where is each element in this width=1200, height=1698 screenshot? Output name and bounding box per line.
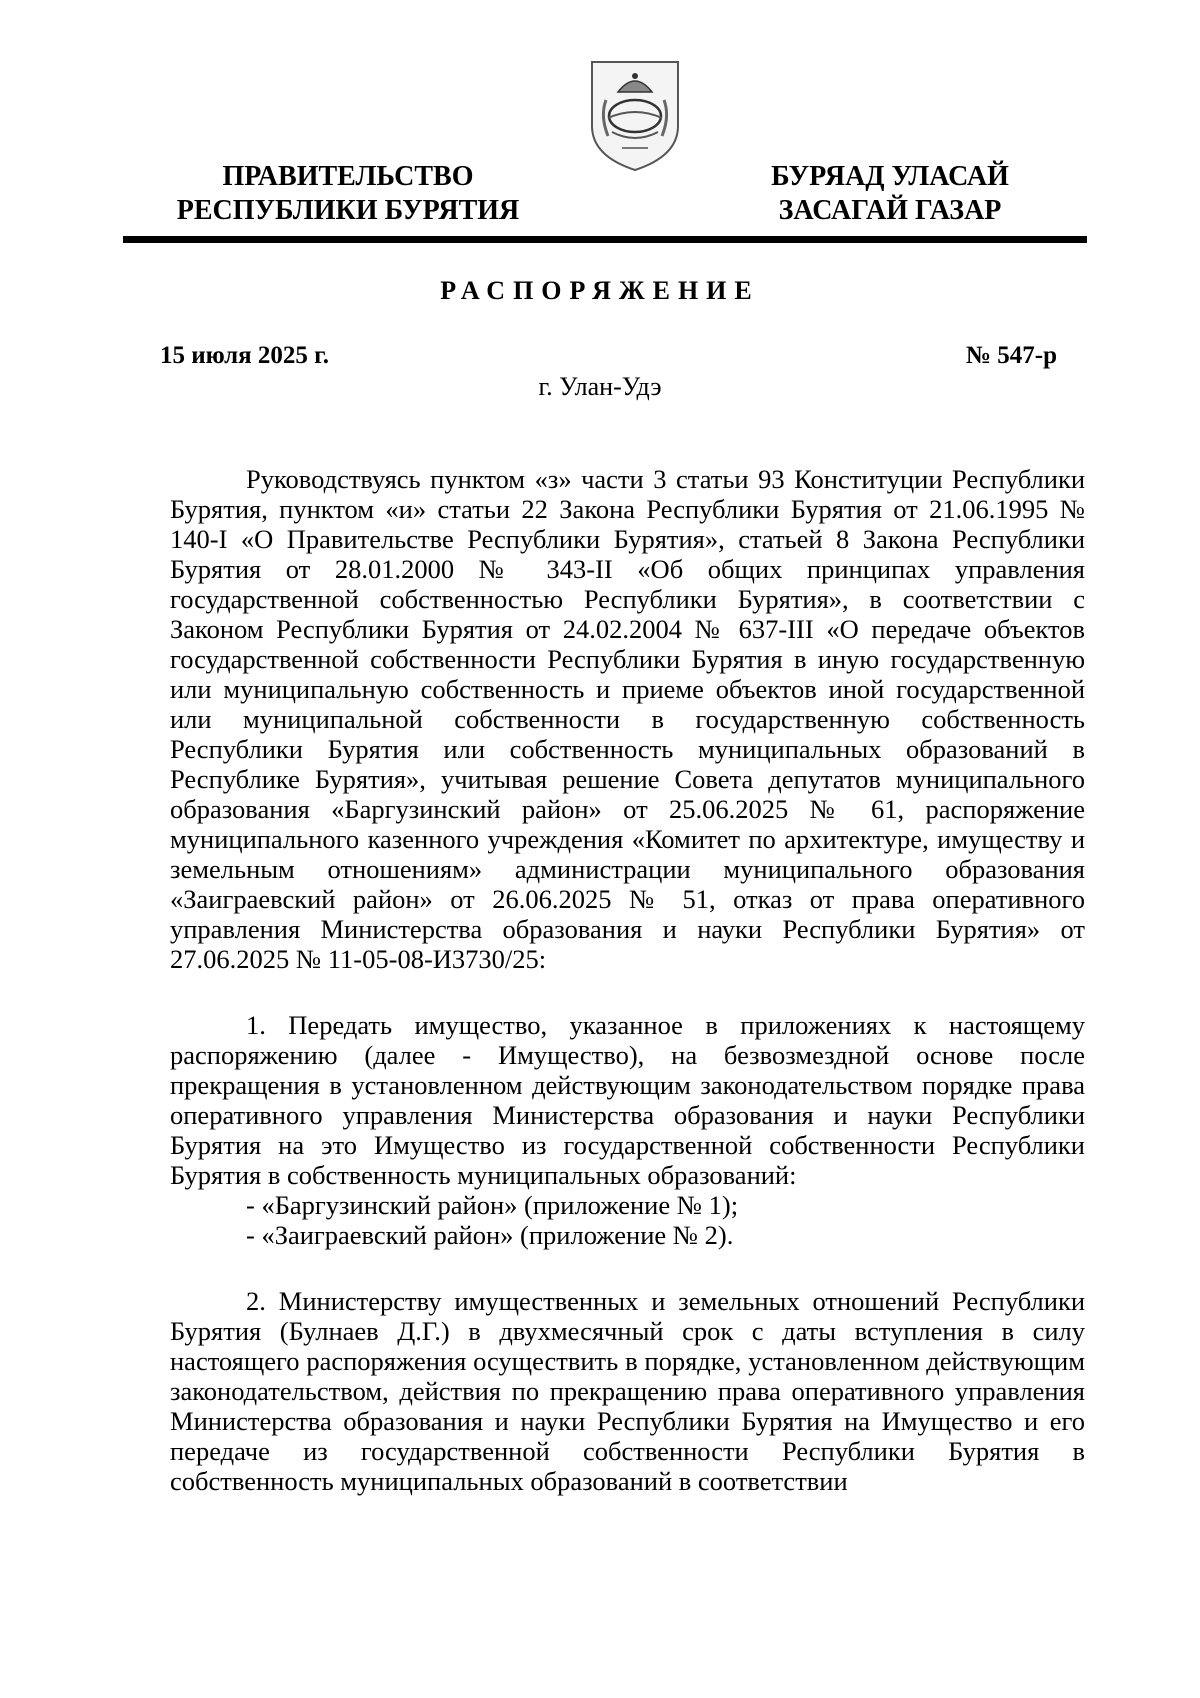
document-type: РАСПОРЯЖЕНИЕ — [440, 276, 760, 305]
clause-2-text: 2. Министерству имущественных и земельных отношений Республики Бурятия (Булнаев Д.Г.) в двухмесячный срок с даты вступления в силу настоящего распоряжения осуществить в порядке, установленном действующим законодательством, действия по прекращению права оперативного управления Министерства образования и науки Республики Бурятия на Имущество и его передаче из государственной собственности Республики Бурятия в собственность муниципальных образований в соответствии — [170, 1286, 1085, 1496]
document-number: № 547-р — [965, 342, 1057, 369]
clause-1-text: 1. Передать имущество, указанное в приложениях к настоящему распоряжению (далее - Имущество), на безвозмездной основе после прекращения в установленном действующим законодательством порядке права оперативного управления Министерства образования и науки Республики Бурятия на это Имущество из государственной собственности Республики Бурятия в собственность муниципальных образований: — [170, 1010, 1085, 1190]
clause-1 — [170, 1010, 1085, 1250]
preamble-paragraph: Руководствуясь пунктом «з» части 3 статьи 93 Конституции Республики Бурятия, пунктом «и» статьи 22 Закона Республики Бурятия от 21.06.1995 № 140-I «О Правительстве Республики Бурятия», статьей 8 Закона Республики Бурятия от 28.01.2000 № 343-II «Об общих принципах управления государственной собственностью Республики Бурятия», в соответствии с Законом Республики Бурятия от 24.02.2004 № 637-III «О передаче объектов государственной собственности Республики Бурятия в иную государственную или муниципальную собственность и приеме объектов иной государственной или муниципальной собственности в государственную собственность Республики Бурятия или собственность муниципальных образований в Республике Бурятия», учитывая решение Совета депутатов муниципального образования «Баргузинский район» от 25.06.2025 № 61, распоряжение муниципального казенного учреждения «Комитет по архитектуре, имуществу и земельным отношениям» администрации муниципального образования «Заиграевский район» от 26.06.2025 № 51, отказ от права оперативного управления Министерства образования и науки Республики Бурятия» от 27.06.2025 № 11-05-08-И3730/25: — [170, 464, 1085, 974]
clause-1-list-item: - «Заиграевский район» (приложение № 2). — [246, 1220, 734, 1250]
government-name-buryat — [740, 160, 1040, 228]
org-right-line-1: БУРЯАД УЛАСАЙ — [771, 161, 1009, 192]
header-divider — [123, 236, 1087, 243]
coat-of-arms-icon — [588, 56, 682, 174]
org-left-line-2: РЕСПУБЛИКИ БУРЯТИЯ — [176, 195, 520, 226]
org-left-line-1: ПРАВИТЕЛЬСТВО — [222, 161, 474, 192]
document-body — [170, 464, 1085, 1496]
clause-1-list-item: - «Баргузинский район» (приложение № 1); — [246, 1190, 739, 1220]
document-date: 15 июля 2025 г. — [160, 342, 329, 369]
clause-2 — [170, 1286, 1085, 1496]
org-right-line-2: ЗАСАГАЙ ГАЗАР — [778, 195, 1002, 226]
document-city: г. Улан-Удэ — [538, 372, 662, 401]
government-name-russian — [168, 160, 528, 228]
